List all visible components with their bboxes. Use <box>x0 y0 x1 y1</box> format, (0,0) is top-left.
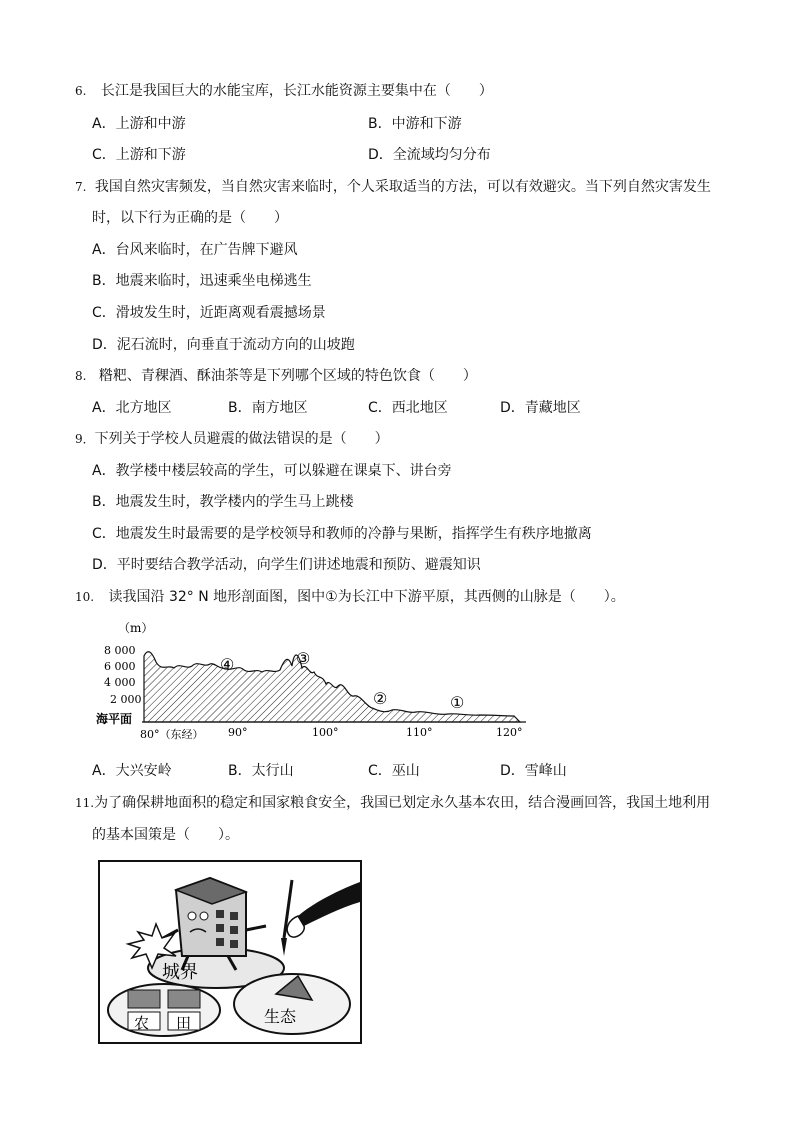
farmland-field <box>168 990 200 1008</box>
marker-4: ④ <box>220 655 235 674</box>
option-c: C．西北地区 <box>368 400 448 416</box>
option-b: B．地震发生时，教学楼内的学生马上跳楼 <box>92 494 354 510</box>
marker-2: ② <box>373 689 388 708</box>
option-b: B．中游和下游 <box>368 116 462 132</box>
option-c: C．滑坡发生时，近距离观看震撼场景 <box>92 305 326 321</box>
option-a: A．教学楼中楼层较高的学生，可以躲避在课桌下、讲台旁 <box>92 463 452 479</box>
x-tick-80: 80°（东经） <box>140 728 204 741</box>
option-d: D．雪峰山 <box>500 763 567 779</box>
question-stem: 长江是我国巨大的水能宝库，长江水能资源主要集中在（ ） <box>100 83 493 99</box>
question-stem: 我国自然灾害频发，当自然灾害来临时，个人采取适当的方法，可以有效避灾。当下列自然灾害发生 <box>94 179 711 195</box>
question-9 <box>75 430 389 448</box>
unit-label: （m） <box>118 621 154 635</box>
option-c: C．上游和下游 <box>92 147 186 163</box>
option-d: D．青藏地区 <box>500 400 581 416</box>
y-tick-6000: 6 000 <box>104 660 136 673</box>
marker-3: ③ <box>296 649 311 668</box>
question-number: 6. <box>75 84 87 98</box>
y-tick-8000: 8 000 <box>104 644 136 657</box>
x-tick-110: 110° <box>406 726 433 739</box>
question-stem: 读我国沿 32° N 地形剖面图，图中①为长江中下游平原，其西侧的山脉是（ ）。 <box>108 589 625 605</box>
question-10 <box>75 588 625 606</box>
question-8 <box>75 367 477 385</box>
land-policy-cartoon <box>98 860 362 1044</box>
label-ecology: 生态 <box>264 1007 297 1026</box>
farmland-field <box>128 990 160 1008</box>
option-a: A．北方地区 <box>92 400 172 416</box>
question-6 <box>75 82 493 100</box>
question-stem-continued: 时，以下行为正确的是（ ） <box>92 210 288 226</box>
farmland-plate <box>108 984 220 1036</box>
question-stem: 下列关于学校人员避震的做法错误的是（ ） <box>94 431 389 447</box>
label-city-boundary: 城界 <box>162 962 198 983</box>
label-field: 田 <box>176 1014 192 1032</box>
question-11 <box>75 794 710 812</box>
question-stem: 糌粑、青稞酒、酥油茶等是下列哪个区域的特色饮食（ ） <box>98 368 477 384</box>
option-d: D．泥石流时，向垂直于流动方向的山坡跑 <box>92 337 355 353</box>
sea-level-label: 海平面 <box>96 712 133 726</box>
question-number: 11. <box>75 796 95 810</box>
option-b: B．地震来临时，迅速乘坐电梯逃生 <box>92 273 312 289</box>
option-d: D．平时要结合教学活动，向学生们讲述地震和预防、避震知识 <box>92 557 481 573</box>
question-number: 10. <box>75 590 95 604</box>
option-c: C．巫山 <box>368 763 420 779</box>
question-stem: 为了确保耕地面积的稳定和国家粮食安全，我国已划定永久基本农田，结合漫画回答，我国土地利用 <box>94 795 711 811</box>
label-farm: 农 <box>134 1014 150 1032</box>
option-b: B．南方地区 <box>228 400 308 416</box>
question-number: 8. <box>75 369 87 383</box>
option-a: A．台风来临时，在广告牌下避风 <box>92 242 298 258</box>
option-c: C．地震发生时最需要的是学校领导和教师的冷静与果断，指挥学生有秩序地撤离 <box>92 526 592 542</box>
option-a: A．大兴安岭 <box>92 763 172 779</box>
question-number: 7. <box>75 180 87 194</box>
y-tick-4000: 4 000 <box>104 676 136 689</box>
question-number: 9． <box>75 432 95 446</box>
terrain-profile-figure <box>96 618 536 748</box>
option-d: D．全流域均匀分布 <box>368 147 491 163</box>
option-b: B．太行山 <box>228 763 294 779</box>
x-tick-90: 90° <box>228 726 248 739</box>
question-7 <box>75 178 711 196</box>
question-stem-continued: 的基本国策是（ ）。 <box>92 827 239 843</box>
y-tick-2000: 2 000 <box>110 693 142 706</box>
x-tick-120: 120° <box>496 726 523 739</box>
x-tick-100: 100° <box>312 726 339 739</box>
option-a: A．上游和中游 <box>92 116 186 132</box>
marker-1: ① <box>450 693 465 712</box>
